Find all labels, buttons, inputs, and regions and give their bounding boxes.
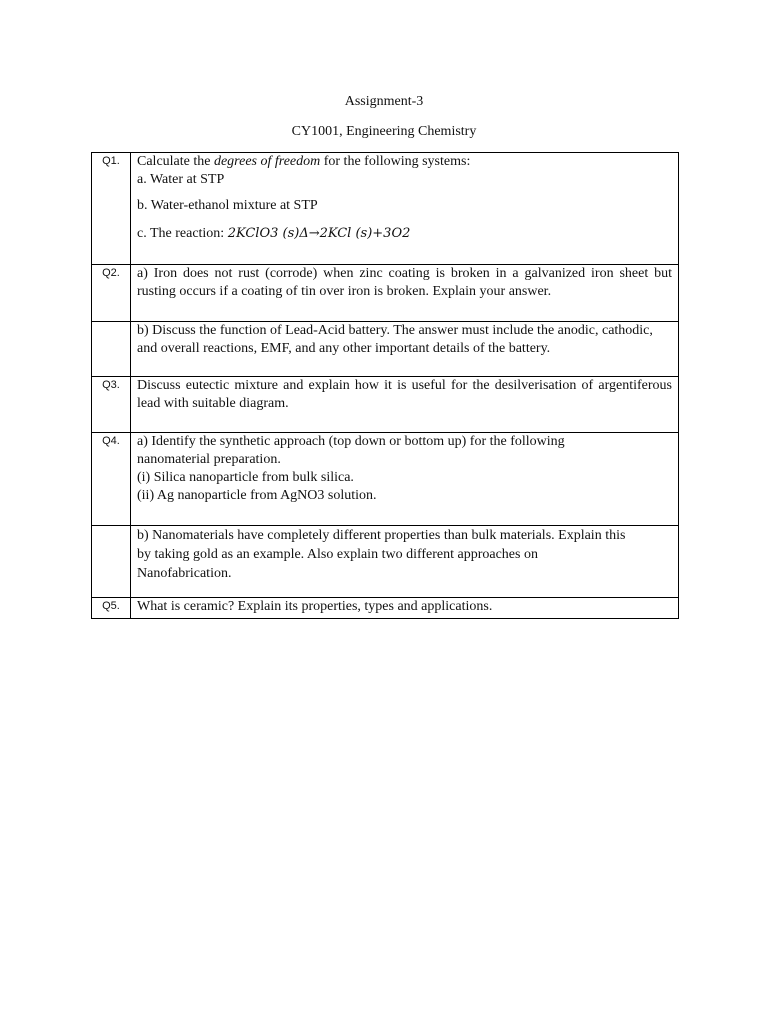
- q1-intro: [137, 153, 672, 171]
- q1-part-b: b. Water-ethanol mixture at STP: [137, 198, 318, 213]
- table-row: [92, 526, 679, 598]
- question-q5: What is ceramic? Explain its properties, types and applications.: [131, 598, 679, 619]
- assignment-title: Assignment-3: [344, 94, 424, 109]
- question-q4-part-a: [131, 433, 679, 526]
- q4a-line-2: nanomaterial preparation.: [137, 452, 281, 467]
- table-row: [92, 265, 679, 322]
- question-number-q3: Q3.: [92, 377, 131, 433]
- table-row: [92, 377, 679, 433]
- table-row: [92, 433, 679, 526]
- table-row: [92, 322, 679, 377]
- course-title: CY1001, Engineering Chemistry: [291, 124, 477, 139]
- q4a-item-i: (i) Silica nanoparticle from bulk silica.: [137, 470, 354, 485]
- question-number-q4: Q4.: [92, 433, 131, 526]
- table-row: [92, 153, 679, 265]
- q4b-line-2: by taking gold as an example. Also explain two different approaches on: [137, 547, 538, 562]
- q4b-line-1: b) Nanomaterials have completely different properties than bulk materials. Explain this: [137, 528, 626, 543]
- question-q2-part-b: b) Discuss the function of Lead-Acid battery. The answer must include the anodic, cathodic, and overall reactions, EMF, and any other important details of the battery.: [131, 322, 679, 377]
- question-q3: Discuss eutectic mixture and explain how it is useful for the desilverisation of argentiferous lead with suitable diagram.: [131, 377, 679, 433]
- question-q1: [131, 153, 679, 265]
- question-number-q2: Q2.: [92, 265, 131, 322]
- q1-intro-emphasis: degrees of freedom: [213, 154, 321, 169]
- questions-table: [91, 152, 679, 619]
- question-q2-part-a: a) Iron does not rust (corrode) when zinc coating is broken in a galvanized iron sheet but rusting occurs if a coating of tin over iron is broken. Explain your answer.: [131, 265, 679, 322]
- question-number-empty: [92, 322, 131, 377]
- q1-part-c: [137, 225, 672, 243]
- question-number-empty: [92, 526, 131, 598]
- q1-part-c-label: c. The reaction:: [137, 226, 228, 241]
- q1-intro-pre: Calculate the: [137, 154, 214, 169]
- question-number-q5: Q5.: [92, 598, 131, 619]
- q1-intro-post: for the following systems:: [320, 154, 471, 169]
- q4b-line-3: Nanofabrication.: [137, 566, 232, 581]
- table-row: [92, 598, 679, 619]
- question-q4-part-b: [131, 526, 679, 598]
- q4a-line-1: a) Identify the synthetic approach (top down or bottom up) for the following: [137, 434, 565, 449]
- question-number-q1: Q1.: [92, 153, 131, 265]
- q4a-item-ii: (ii) Ag nanoparticle from AgNO3 solution.: [137, 488, 377, 503]
- q1-reaction-equation: 2KClO3 (s)Δ→2KCl (s)+3O2: [227, 226, 411, 241]
- q1-part-a: a. Water at STP: [137, 172, 225, 187]
